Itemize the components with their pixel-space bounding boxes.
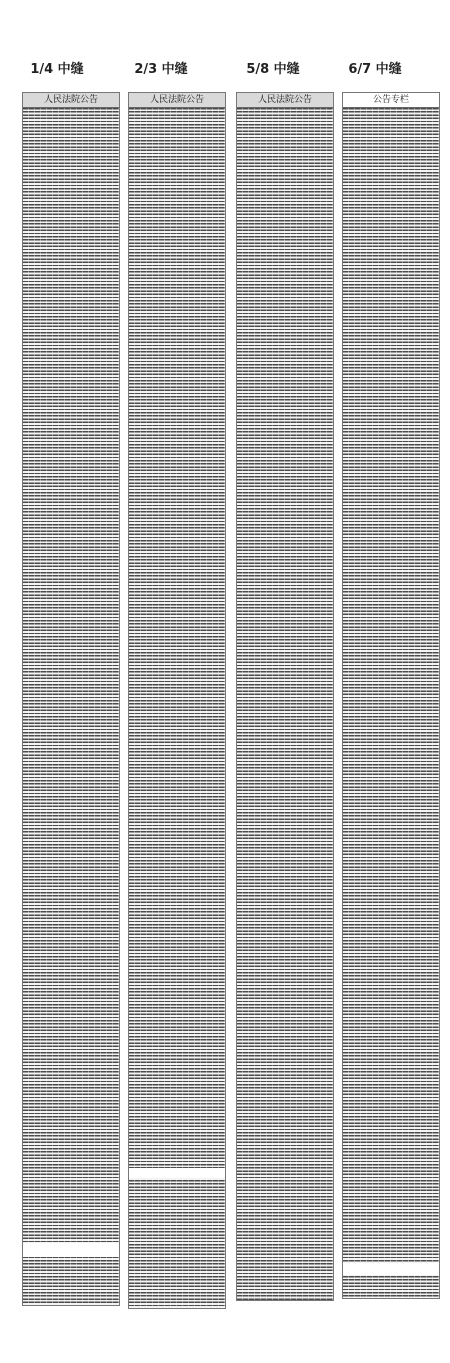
column-text-block-2 xyxy=(129,108,225,1308)
column-header-1: 人民法院公告 xyxy=(23,93,119,108)
column-text-block-1 xyxy=(23,108,119,1305)
column-label-3: 5/8 中缝 xyxy=(246,62,300,77)
column-header-3: 人民法院公告 xyxy=(237,93,333,108)
newspaper-column-3 xyxy=(236,92,334,1301)
column-text-block-4 xyxy=(343,108,439,1298)
newspaper-column-4 xyxy=(342,92,440,1299)
column-gap xyxy=(343,1263,439,1275)
column-header-4: 公告专栏 xyxy=(343,93,439,108)
newspaper-column-1 xyxy=(22,92,120,1306)
column-label-2: 2/3 中缝 xyxy=(134,62,188,77)
newspaper-column-2 xyxy=(128,92,226,1309)
column-label-4: 6/7 中缝 xyxy=(348,62,402,77)
column-gap xyxy=(129,1168,225,1178)
column-text-block-3 xyxy=(237,108,333,1300)
column-gap xyxy=(23,1243,119,1257)
column-header-2: 人民法院公告 xyxy=(129,93,225,108)
column-label-1: 1/4 中缝 xyxy=(30,62,84,77)
